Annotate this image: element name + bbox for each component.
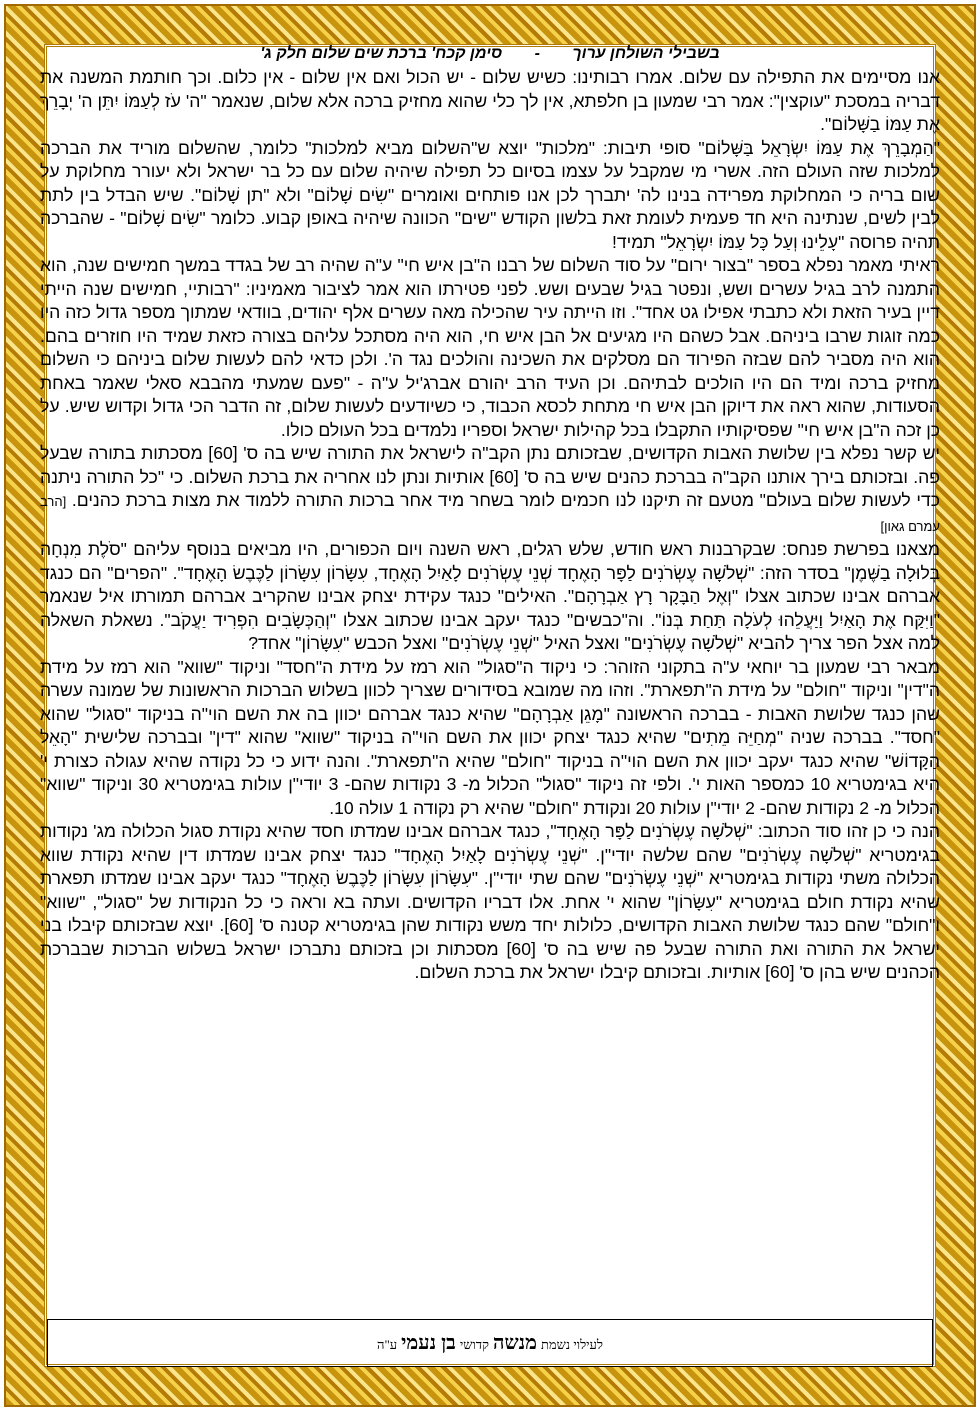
attribution: [הרב עמרם גאון] (40, 494, 940, 534)
paragraph-6: מבאר רבי שמעון בר יוחאי ע"ה בתקוני הזוהר: כי ניקוד ה"סגול" הוא רמז על מידת ה"חסד" וניקוד "שווא" הוא רמז על מידת ה"דין" וניקוד "חולם" על מידת ה"תפארת". וזהו מה שמובא בסידורים שצריך לכוון בשלוש הברכות הראשונות של שמונה עשרה שהן כנגד שלושת האבות - בברכה הראשונה "מָגֵן אַבְרָהָם" שהיא כנגד אברהם יכוון בה את השם הוי"ה בניקוד "סגול" שהוא "חסד". בברכה שניה "מְחַיֵּה מֵתִים" שהיא כנגד יצחק יכוון את השם הוי"ה בניקוד "שווא" שהוא "דין" ובברכה שלישית "הָאֵל הַקָּדוֹשׁ" שהיא כנגד יעקב יכוון את השם הוי"ה בניקוד "חולם" שהיא ה"תפארת". והנה ידוע כי כל נקודה שהיא עגולה כצורת י' היא בגימטריא 10 כמספר האות י'. ולפי זה ניקוד "סגול" הכלול מ- 3 נקודות שהם- 3 יודי"ן עולות בגימטריא 30 וניקוד "שווא" הכלול מ- 2 נקודות שהם- 2 יודי"ן עולות 20 ונקודת "חולם" שהיא רק נקודה 1 עולה 10. (40, 656, 940, 818)
header-dash: - (534, 45, 540, 62)
dedication-prefix: לעילוי נשמת (541, 1337, 603, 1352)
header-right-title: סימן קכח' ברכת שים שלום חלק ג' (260, 45, 503, 62)
dedication-middle: קדושי (459, 1337, 489, 1352)
paragraph-2: "הַמְבָרֵךְ אֶת עַמּוֹ יִשְׂרָאֵל בַּשָּׁלוֹם" סופי תיבות: "מלכות" יוצא ש"השלום מביא למלכות" כלומר, שהשלום מוריד את הברכה למלכות שזה העולם הזה. אשרי מי שמקבל על עצמו בסיום כל תפילה שיהיה שלום עם כל בר ישראל ולא יעורר מחלוקת על שום בריה כי המחלוקת מפרידה בנינו לה' יתברך לכן אנו פותחים ואומרים "שִׂים שָׁלוֹם" ולא "תן שָׁלוֹם". שיש הבדל בין לתת לבין לשים, שנתינה היא חד פעמית לעומת זאת בלשון הקודש "שים" הכוונה שיהיה באופן קבוע. כלומר "שִׂים שָׁלוֹם" - שהברכה תהיה פרוסה "עָלֵינוּ וְעַל כָּל עַמּוֹ יִשְׂרָאֵל" תמיד! (40, 137, 940, 252)
article-body (40, 42, 940, 1312)
paragraph-4-text: יש קשר נפלא בין שלושת האבות הקדושים, שבזכותם נתן הקב"ה לישראל את התורה שיש בה ס' [60] מסכתות בתורה שבעל פה. ובזכותם בירך אותנו הקב"ה בברכת כהנים שיש בה ס' [60] אותיות ונתן לנו אחריה את ברכת השלום. כי "כל התורה ניתנה כדי לעשות שלום בעולם" מטעם זה תיקנו לנו חכמים לומר בשחר מיד אחר ברכות התורה ללמוד את מצות ברכת כהנים. (40, 443, 940, 510)
article-header (40, 42, 940, 66)
paragraph-3: ראיתי מאמר נפלא בספר "בצור ירום" על סוד השלום של רבנו ה"בן איש חי" ע"ה שהיה רב של בגדד במשך חמישים שנה, הוא התמנה לרב בגיל עשרים ושש, ונפטר בגיל שבעים ושש. לפני פטירתו הוא אמר לציבור מאמיניו: "רבותיי, חמישים שנה הייתי דיין בעיר הזאת ולא כתבתי אפילו גט אחד". וזו הייתה עיר שהכילה מאה עשרים אלף יהודים, בוודאי שמתוך מספר גדול כזה היו כמה זוגות שרבו ביניהם. אבל כשהם היו מגיעים אל הבן איש חי, הוא היה מסתכל עליהם בצורה כזאת שמיד היו חוזרים בהם. הוא היה מסביר להם שבזה הפירוד הם מסלקים את השכינה והולכים נגד ה'. ולכן כדאי להם לעשות שלום ביניהם כי השלום מחזיק ברכה ומיד הם היו הולכים לבתיהם. וכן העיד הרב יהורם אברג'יל ע"ה - "פעם שמעתי מהבבא סאלי שאמר באחת הסעודות, שהוא ראה את דיוקן הבן איש חי מתחת לכסא הכבוד, כי כשיודעים לעשות שלום, זה הדבר הכי גדול וקדוש שיש. על כן זכה ה"בן איש חי" שפסיקותיו התקבלו בכל קהילות ישראל וספריו נלמדים בכל העולם כולו. (40, 255, 940, 440)
dedication-box (47, 1319, 933, 1367)
dedication-name: מנשה (492, 1332, 538, 1354)
paragraph-5: מצאנו בפרשת פנחס: שבקרבנות ראש חודש, שלש רגלים, ראש השנה ויום הכפורים, היו מביאים בנוסף עליהם "סֹלֶת מִנְחָה בְּלוּלָה בַשֶּׁמֶן" בסדר הזה: "שְׁלֹשָׁה עֶשְׂרֹנִים לַפָּר הָאֶחָד שְׁנֵי עֶשְׂרֹנִים לָאַיִל הָאֶחָד, עִשָּׂרוֹן עִשָּׂרוֹן לַכֶּבֶשׂ הָאֶחָד". "הפרים" הם כנגד אברהם אבינו שכתוב אצלו "וְאֶל הַבָּקָר רָץ אַבְרָהָם". האילים" כנגד עקידת יצחק אבינו שהקריב אברהם תמורתו איל שנאמר "וַיִּקַּח אֶת הָאַיִל וַיַּעֲלֵהוּ לְעֹלָה תַּחַת בְּנוֹ". וה"כבשים" כנגד יעקב אבינו שכתוב אצלו "וְהַכְּשָׂבִים הִפְרִיד יַעֲקֹב". נשאלת השאלה למה אצל הפר צריך להביא "שְׁלֹשָׁה עֶשְׂרֹנִים" ואצל האיל "שְׁנֵי עֶשְׂרֹנִים" ואצל הכבש "עִשָּׂרוֹן" אחד? (40, 539, 940, 653)
paragraph-7: הנה כי כן זהו סוד הכתוב: "שְׁלֹשָׁה עֶשְׂרֹנִים לַפָּר הָאֶחָד", כנגד אברהם אבינו שמדתו חסד שהיא נקודת סגול הכלולה מג' נקודות בגימטריא "שְׁלֹשָׁה עֶשְׂרֹנִים" שהם שלשה יודי"ן. "שְׁנֵי עֶשְׂרֹנִים לָאַיִל הָאֶחָד" כנגד יצחק אבינו שמדתו דין שהיא נקודת שווא הכלולה משתי נקודות בגימטריא "שְׁנֵי עֶשְׂרֹנִים" שהם שתי יודי"ן. "עִשָּׂרוֹן עִשָּׂרוֹן לַכֶּבֶשׂ הָאֶחָד" כנגד יעקב אבינו שמדתו תפארת שהיא נקודת חולם בגימטריא "עִשָּׂרוֹן" שהוא י' אחת. אלו דבריו הקדושים. ועתה בא וראה כי כל הנקודות של "סגול", "שווא" ו"חולם" שהם כנגד שלושת האבות הקדושים, כלולות יחד משש נקודות שהן בגימטריא קטנה ס' [60]. יוצא שבזכותם קיבלו בני ישראל את התורה ואת התורה שבעל פה שיש בה ס' [60] מסכתות וכן בזכותם נתברכו ישראל בשלוש הברכות שבברכת הכהנים שיש בהן ס' [60] אותיות. ובזכותם קיבלו ישראל את ברכת השלום. (40, 821, 940, 982)
paragraph-1: אנו מסיימים את התפילה עם שלום. אמרו רבותינו: כשיש שלום - יש הכול ואם אין שלום - אין כלום. וכך חותמת המשנה את דבריה במסכת "עוקצין": אמר רבי שמעון בן חלפתא, אין לך כלי שהוא מחזיק ברכה אלא שלום, שנאמר "ה' עֹז לְעַמּוֹ יִתֵּן ה' יְבָרֵךְ אֶת עַמּוֹ בַשָּׁלוֹם". (40, 67, 940, 134)
dedication-suffix: ע"ה (377, 1337, 398, 1352)
header-left-title: בשבילי השולחן ערוך (572, 45, 720, 62)
dedication-parent: בן נעמי (401, 1332, 456, 1354)
paragraph-4 (40, 442, 940, 538)
